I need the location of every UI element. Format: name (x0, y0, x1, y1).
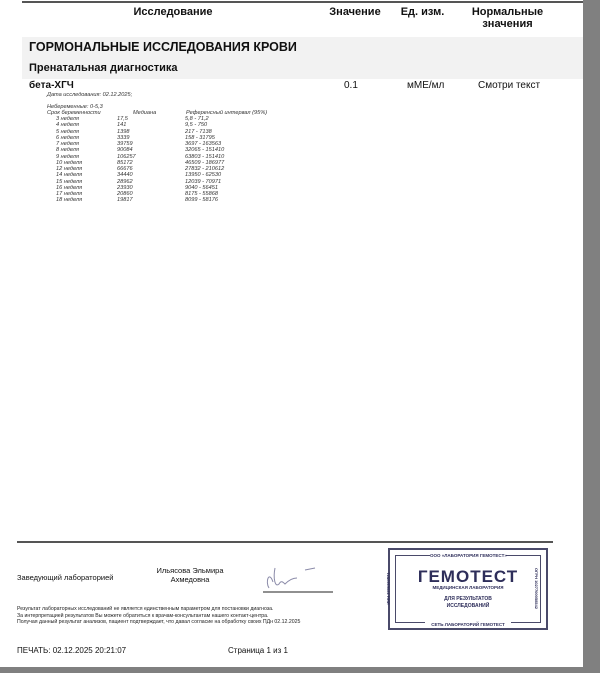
table-row (0, 129, 300, 135)
cell-ref-interval: 63803 - 151410 (185, 153, 225, 160)
cell-median: 1398 (117, 128, 130, 135)
header-normal-line2: значения (482, 18, 533, 30)
cell-week: 15 неделя (56, 178, 83, 185)
cell-median: 19817 (117, 197, 133, 204)
disclaimer-line: За интерпретацией результатов Вы можете обратиться к врачам-консультантам нашего контакт-центра. (17, 612, 269, 619)
cell-median: 20860 (117, 191, 133, 197)
cell-ref-interval: 9,5 - 750 (185, 122, 208, 129)
cell-week: 8 неделя (56, 147, 79, 154)
table-row (0, 135, 300, 141)
cell-ref-interval: 3697 - 163563 (185, 141, 222, 147)
disclaimer-line: Результат лабораторных исследований не является единственным параметром для постановки диагноза. (17, 606, 274, 612)
subsection-title: Пренатальная диагностика (29, 62, 178, 74)
table-row (0, 191, 300, 197)
table-row (0, 160, 300, 166)
header-value: Значение (329, 6, 381, 18)
cell-median: 23930 (117, 184, 133, 191)
cell-week: 18 неделя (56, 197, 83, 204)
cell-week: 16 неделя (56, 184, 83, 191)
disclaimer (17, 606, 300, 626)
cell-median: 141 (117, 122, 127, 129)
cell-ref-interval: 217 - 7138 (185, 128, 212, 135)
cell-ref-interval: 32065 - 151410 (185, 147, 225, 154)
cell-ref-interval: 46509 - 186977 (185, 159, 225, 166)
study-date: Дата исследования: 02.12.2025; (47, 92, 133, 98)
table-row (0, 141, 300, 147)
stamp-top: ООО «ЛАБОРАТОРИЯ ГЕМОТЕСТ» (430, 553, 507, 558)
cell-week: 10 неделя (56, 159, 83, 166)
signature (255, 560, 335, 595)
header-normal-line1: Нормальные (471, 6, 544, 18)
test-name: бета-ХГЧ (29, 80, 74, 91)
cell-median: 28962 (117, 178, 133, 185)
cell-ref-interval: 27832 - 210612 (185, 166, 225, 172)
test-unit: мМЕ/мл (407, 80, 445, 91)
cell-week: 12 неделя (56, 166, 83, 172)
cell-week: 3 неделя (56, 116, 79, 122)
stamp-ogrn: ОГРН 1027700058542 (533, 568, 539, 609)
section-title: ГОРМОНАЛЬНЫЕ ИССЛЕДОВАНИЯ КРОВИ (29, 40, 297, 54)
col-median: Медиана (133, 110, 157, 116)
stamp-bottom: СЕТЬ ЛАБОРАТОРИЙ ГЕМОТЕСТ (425, 622, 511, 627)
table-row (0, 154, 300, 160)
cell-median: 66676 (117, 166, 133, 172)
page-number: Страница 1 из 1 (228, 646, 288, 655)
cell-ref-interval: 8099 - 58176 (185, 197, 218, 204)
test-normal: Смотри текст (478, 80, 541, 91)
footer-divider (17, 541, 553, 543)
cell-median: 3339 (117, 134, 130, 141)
cell-ref-interval: 5,8 - 71,2 (185, 116, 209, 122)
stamp-for1: ДЛЯ РЕЗУЛЬТАТОВ (444, 596, 492, 602)
cell-ref-interval: 13950 - 62530 (185, 172, 222, 179)
table-row (0, 185, 300, 191)
cell-ref-interval: 9040 - 56451 (185, 184, 218, 191)
nonpregnant-range: Небеременные: 0-5,3 (47, 104, 103, 110)
table-row (0, 179, 300, 185)
lab-stamp (385, 548, 548, 630)
signer-name-line1: Ильясова Эльмира (156, 566, 224, 575)
cell-week: 5 неделя (56, 128, 79, 135)
table-row (0, 197, 300, 203)
table-row (0, 166, 300, 172)
top-divider (22, 1, 583, 3)
table-row (0, 116, 300, 122)
stamp-inn: ИНН 7706383571 (385, 572, 391, 605)
print-timestamp: ПЕЧАТЬ: 02.12.2025 20:21:07 (17, 646, 127, 655)
table-row (0, 172, 300, 178)
stamp-for2: ИССЛЕДОВАНИЙ (446, 603, 490, 609)
cell-week: 17 неделя (56, 191, 83, 197)
cell-median: 85172 (117, 159, 133, 166)
header-unit: Ед. изм. (400, 6, 445, 18)
stamp-brand: ГЕМОТЕСТ (417, 567, 519, 586)
cell-median: 34440 (117, 172, 133, 179)
cell-week: 4 неделя (56, 122, 79, 129)
header-normal (470, 6, 545, 30)
disclaimer-line: Получая данный результат анализов, пациент подтверждает, что давал согласие на обработку своих ПДн 02.12.2025 (17, 619, 301, 626)
cell-week: 9 неделя (56, 153, 79, 160)
cell-median: 17,5 (117, 116, 128, 122)
cell-week: 7 неделя (56, 141, 79, 147)
signer-name-line2: Ахмедовна (170, 575, 210, 584)
cell-ref-interval: 8175 - 55868 (185, 191, 218, 197)
col-ref: Референсный интервал (95%) (186, 110, 268, 116)
cell-median: 90084 (117, 147, 133, 154)
table-row (0, 122, 300, 128)
cell-week: 14 неделя (56, 172, 83, 179)
stamp-sub: МЕДИЦИНСКАЯ ЛАБОРАТОРИЯ (432, 585, 504, 590)
table-row (0, 147, 300, 153)
signer-position: Заведующий лабораторией (17, 573, 114, 582)
signer-name (150, 566, 230, 584)
test-value: 0.1 (344, 80, 358, 91)
col-term: Срок беременности (47, 110, 101, 116)
cell-ref-interval: 12039 - 70971 (185, 178, 222, 185)
cell-week: 6 неделя (56, 134, 79, 141)
header-study: Исследование (133, 6, 213, 18)
cell-ref-interval: 158 - 31795 (185, 134, 215, 141)
cell-median: 106257 (117, 153, 136, 160)
cell-median: 39759 (117, 141, 133, 147)
